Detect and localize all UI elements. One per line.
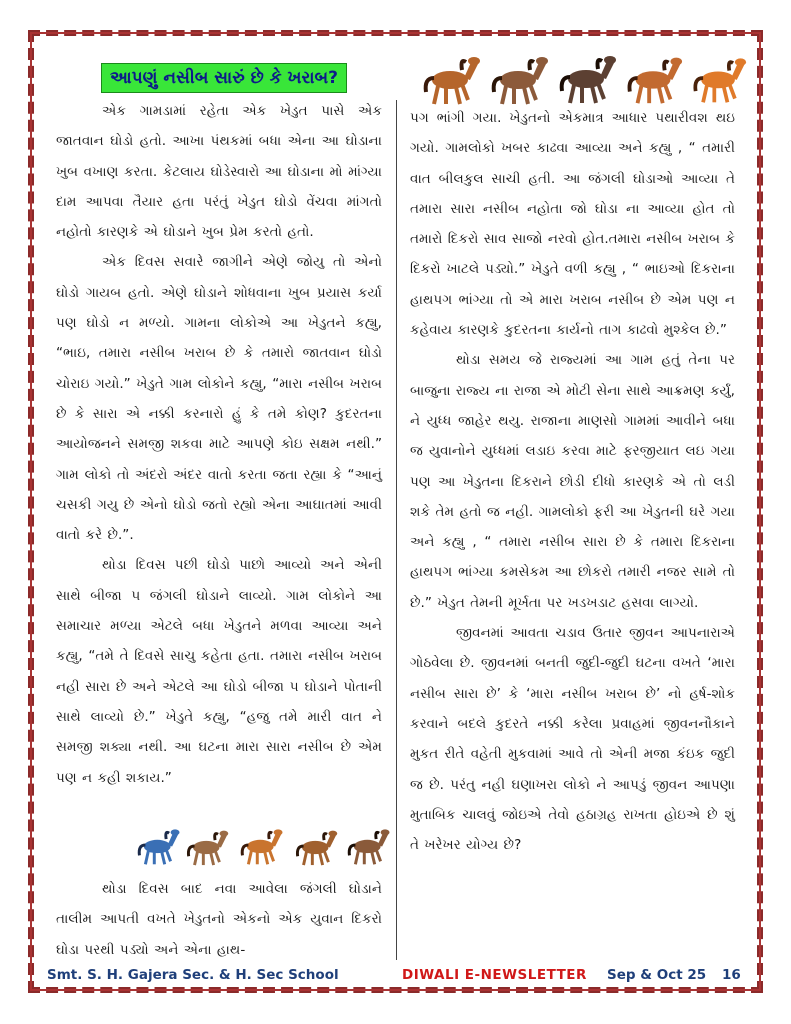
horse-icon — [488, 48, 550, 108]
horse-icon — [293, 824, 339, 868]
horse-icon — [238, 822, 284, 868]
horse-icon — [135, 822, 181, 868]
paragraph: જીવનમાં આવતા ચડાવ ઉતાર જીવન આપનારાએ ગોઠવેલા છે. જીવનમાં બનતી જુદી-જુદી ઘટના વખતે ‘મારા નસીબ સારા છે’ કે ‘મારા નસીબ ખરાબ છે’ નો હર્ષ-શોક કરવાને બદલે કુદરતે નક્કી કરેલા પ્રવાહમાં જીવનનૌકાને મુકત રીતે વહેતી મુકવામાં આવે તો એની મજા કંઇક જુદી જ છે. પરંતુ નહી ઘણાખરા લોકો ને આપડું જીવન આપણા મુતાબિક ચાલવું જોઇએ તેવો હઠાગ્રહ રાખતા હોઇએ છે શું તે ખરેખર યોગ્ય છે? — [410, 625, 735, 854]
page-number: 16 — [722, 967, 741, 983]
left-column-bottom — [56, 874, 382, 965]
column-divider — [396, 100, 397, 960]
horse-icon — [345, 822, 391, 868]
issue-date: Sep & Oct 25 — [607, 967, 707, 983]
paragraph: પગ ભાંગી ગયા. ખેડુતનો એકમાત્ર આધાર પથારીવશ થઇ ગયો. ગામલોકો ખબર કાઢવા આવ્યા અને કહ્યુ , “ તમારી વાત બીલકુલ સાચી હતી. આ જંગલી ઘોડાઓ આવ્યા તે તમારા સારા નસીબ નહોતા જો ઘોડા ના આવ્યા હોત તો તમારો દિકરો સાવ સાજો નરવો હોત.તમારા નસીબ ખરાબ કે દિકરો ખાટલે પડ્યો.” ખેડુતે વળી કહ્યુ , “ ભાઇઓ દિકરાના હાથપગ ભાંગ્યા તો એ મારા ખરાબ નસીબ છે એમ પણ ન કહેવાય કારણકે કુદરતના કાર્યનો તાગ કાઢવો મુશ્કેલ છે.” — [410, 110, 735, 339]
horse-icon — [420, 48, 482, 108]
right-column — [410, 103, 735, 860]
horse-icon — [690, 48, 748, 108]
newsletter-name: DIWALI E-NEWSLETTER — [402, 967, 587, 983]
school-name: Smt. S. H. Gajera Sec. & H. Sec School — [47, 967, 339, 983]
paragraph: થોડા દિવસ પછી ઘોડો પાછો આવ્યો અને એની સાથે બીજા ૫ જંગલી ઘોડાને લાવ્યો. ગામ લોકોને આ સમાચાર મળ્યા એટલે બધા ખેડુતને મળવા આવ્યા અને કહ્યુ, “તમે તે દિવસે સાચુ કહેતા હતા. તમારા નસીબ ખરાબ નહી સારા છે અને એટલે આ ઘોડો બીજા ૫ ઘોડાને પોતાની સાથે લાવ્યો છે.” ખેડુતે કહ્યુ, “હજુ તમે મારી વાત ને સમજી શક્યા નથી. આ ઘટના મારા સારા નસીબ છે એમ પણ ન કહી શકાય.” — [56, 557, 382, 786]
horse-icon — [556, 46, 618, 108]
paragraph: થોડા દિવસ બાદ નવા આવેલા જંગલી ઘોડાને તાલીમ આપતી વખતે ખેડુતનો એકનો એક યુવાન દિકરો ઘોડા પરથી પડ્યો અને એના હાથ- — [56, 881, 382, 958]
paragraph: એક દિવસ સવારે જાગીને એણે જોયુ તો એનો ઘોડો ગાયબ હતો. એણે ઘોડાને શોધવાના ખુબ પ્રયાસ કર્યા પણ ઘોડો ન મળ્યો. ગામના લોકોએ આ ખેડુતને કહ્યુ, “ભાઇ, તમારા નસીબ ખરાબ છે કે તમારો જાતવાન ઘોડો ચોરાઇ ગયો.” ખેડુતે ગામ લોકોને કહ્યુ, “મારા નસીબ ખરાબ છે કે સારા એ નક્કી કરનારો હું કે તમે કોણ? કુદરતના આયોજનને સમજી શકવા માટે આપણે કોઇ સક્ષમ નથી.” ગામ લોકો તો અંદરો અંદર વાતો કરતા જતા રહ્યા કે “આનું ચસકી ગયુ છે એનો ઘોડો જતો રહ્યો એના આઘાતમાં આવી વાતો કરે છે.”. — [56, 254, 382, 544]
article-title: આપણું નસીબ સારું છે કે ખરાબ? — [101, 63, 347, 93]
page-footer — [47, 964, 747, 986]
horse-icon — [184, 824, 230, 868]
paragraph: એક ગામડામાં રહેતા એક ખેડુત પાસે એક જાતવાન ઘોડો હતો. આખા પંથકમાં બધા એના આ ઘોડાના ખુબ વખાણ કરતા. કેટલાય ઘોડેસ્વારો આ ઘોડાના મો માંગ્યા દામ આપવા તૈયાર હતા પરંતું ખેડુત ઘોડો વેંચવા માંગતો નહોતો કારણકે એ ઘોડાને ખુબ પ્રેમ કરતો હતો. — [56, 103, 382, 241]
horse-icon — [624, 48, 684, 108]
paragraph: થોડા સમય જે રાજ્યમાં આ ગામ હતું તેના પર બાજુના રાજ્ય ના રાજા એ મોટી સેના સાથે આક્રમણ કર્યું, ને યુધ્ધ જાહેર થયુ. રાજાના માણસો ગામમાં આવીને બધા જ યુવાનોને યુધ્ધમાં લડાઇ કરવા માટે ફરજીયાત લઇ ગયા પણ આ ખેડુતના દિકરાને છોડી દીધો કારણકે એ તો લડી શકે તેમ હતો જ નહી. ગામલોકો ફરી આ ખેડુતની ઘરે ગયા અને કહ્યુ , “ તમારા નસીબ સારા છે કે તમારા દિકરાના હાથપગ ભાંગ્યા કમસેકમ આ છોકરો તમારી નજર સામે તો છે.” ખેડુત તેમની મૂર્ખતા પર ખડખડાટ હસવા લાગ્યો. — [410, 352, 735, 611]
left-column — [56, 96, 382, 793]
